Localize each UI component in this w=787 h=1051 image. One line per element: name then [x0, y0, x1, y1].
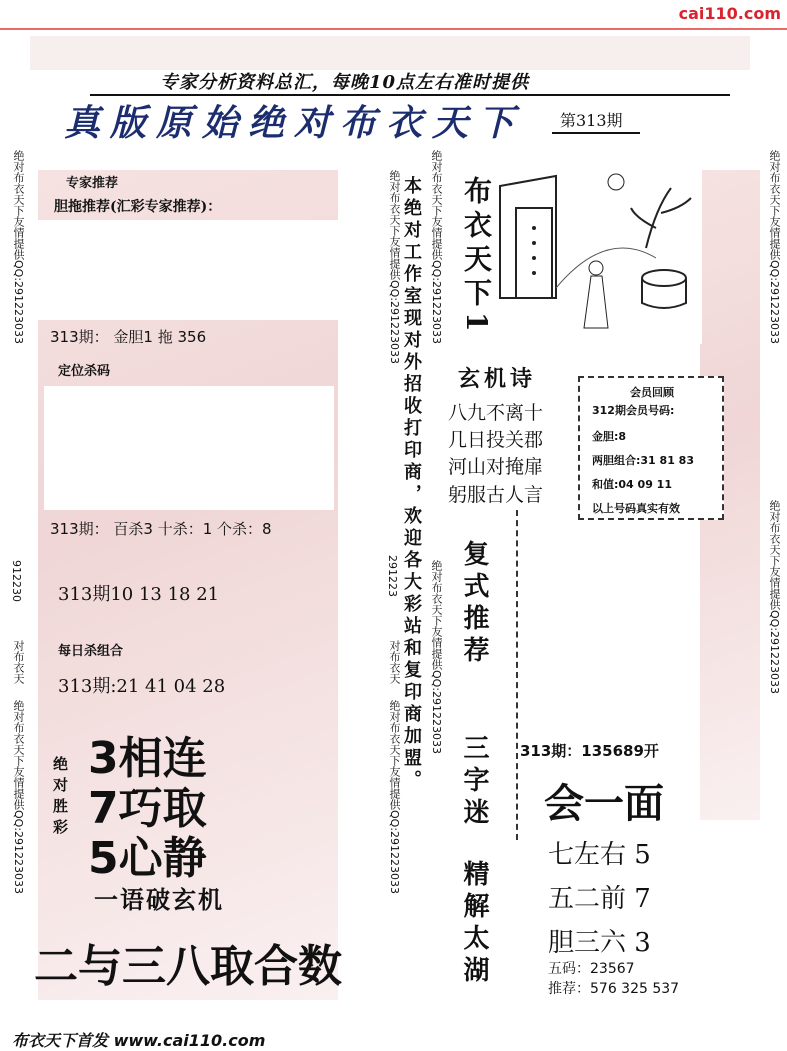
member-line-2: 金胆:8: [592, 430, 627, 443]
page-title: 真版原始绝对布衣天下: [64, 102, 525, 144]
riddle-line-1: 七左右 5: [548, 840, 651, 870]
watermark-mid-lower: 绝对布衣天下友情提供QQ:291223033: [388, 700, 401, 895]
poem-line-3: 河山对掩扉: [448, 456, 544, 478]
danuo-line: 313期： 金胆1 拖 356: [50, 328, 207, 346]
watermark-mid-b: 绝对布衣天下友情提供QQ:291223033: [430, 150, 443, 345]
big-line-2: 7巧取: [88, 783, 207, 834]
riddle-line-2: 五二前 7: [548, 884, 651, 914]
watermark-mid-short-a: 291223: [386, 555, 399, 597]
riddle-line-3: 胆三六 3: [548, 928, 651, 958]
dingwei-line: 313期： 百杀3 十杀：1 个杀：8: [50, 520, 272, 538]
dashed-divider: [516, 510, 518, 840]
member-line-1: 312期会员号码:: [592, 404, 675, 417]
member-review-box: [578, 376, 724, 520]
poem-line-4: 躬服古人言: [448, 484, 544, 506]
numbers-line: 313期10 13 18 21: [58, 584, 220, 605]
watermark-left-lower: 绝对布衣天下友情提供QQ:291223033: [12, 700, 25, 895]
big-line-3: 5心静: [88, 833, 207, 884]
issue-number: 第313期: [560, 111, 623, 130]
member-line-3: 两胆组合:31 81 83: [592, 454, 694, 467]
member-title: 会员回顾: [630, 386, 674, 399]
danuo-label: 胆拖推荐(汇彩专家推荐)：: [54, 199, 222, 215]
watermark-right: 绝对布衣天下友情提供QQ:291223033: [768, 150, 781, 345]
site-link[interactable]: cai110.com: [678, 4, 781, 23]
expert-label: 专家推荐: [66, 176, 119, 191]
watermark-mid-short-b: 对布衣天: [388, 640, 401, 684]
bottom-big-line: 二与三八取合数: [34, 941, 342, 992]
buyi-title: 布衣天下1: [460, 176, 493, 338]
poem-line-1: 八九不离十: [448, 402, 544, 424]
issue-rule: [552, 132, 640, 134]
watermark-right-lower: 绝对布衣天下友情提供QQ:291223033: [768, 500, 781, 695]
daily-line: 313期:21 41 04 28: [58, 676, 226, 697]
header-divider: [0, 28, 787, 30]
watermark-mid-b-lower: 绝对布衣天下友情提供QQ:291223033: [430, 560, 443, 755]
dingwei-box: [44, 386, 334, 510]
illustration: [496, 168, 702, 344]
xuanji-label: 玄机诗: [458, 366, 537, 392]
sanzimi-label: 三字迷: [459, 734, 489, 830]
wuma-line: 五码：23567: [548, 961, 635, 977]
yiyu-line: 一语破玄机: [94, 885, 224, 914]
watermark-left: 绝对布衣天下友情提供QQ:291223033: [12, 150, 25, 345]
footer[interactable]: 布衣天下首发 www.cai110.com: [12, 1031, 266, 1050]
member-line-4: 和值:04 09 11: [592, 478, 672, 491]
fushi-label: 复式推荐: [459, 540, 489, 668]
watermark-left-short-b: 对布衣天: [12, 640, 25, 684]
header-decoration: [30, 36, 750, 70]
huiyimian: 会一面: [544, 781, 664, 827]
big-line-1: 3相连: [88, 733, 207, 784]
open-line: 313期：135689开: [520, 742, 659, 760]
subheader: 专家分析资料总汇，每晚10点左右准时提供: [160, 72, 530, 93]
danuo-box: [38, 220, 368, 320]
jingjie-label: 精解太湖: [459, 860, 489, 988]
watermark-left-short-a: 912230: [10, 560, 23, 602]
dingwei-label: 定位杀码: [58, 364, 111, 379]
tuijian-line: 推荐：576 325 537: [548, 981, 680, 997]
watermark-mid-a: 绝对布衣天下友情提供QQ:291223033: [388, 170, 401, 365]
side-label: 绝对胜彩: [51, 756, 69, 840]
daily-label: 每日杀组合: [58, 644, 124, 659]
poem-line-2: 几日投关郡: [448, 429, 544, 451]
recruit-ad: 本绝对工作室现对外招收打印商，欢迎各大彩站和复印商加盟。: [401, 176, 422, 792]
member-line-5: 以上号码真实有效: [592, 502, 680, 515]
